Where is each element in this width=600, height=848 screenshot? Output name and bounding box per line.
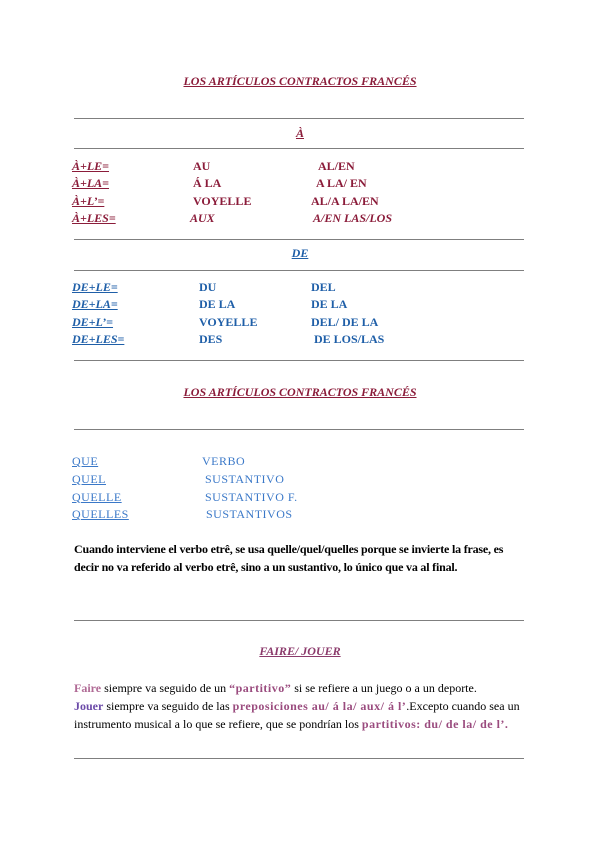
quel-row-word: QUELLES [72,507,129,522]
a-row-combo: À+LES= [72,210,116,225]
jouer-prepositions: preposiciones au/ á la/ aux/ á l’ [232,699,407,713]
divider [74,118,524,119]
divider [74,148,524,149]
a-row [0,194,600,210]
a-row-es: AL/EN [318,159,355,173]
section-title-faire-jouer: FAIRE/ JOUER [259,644,341,658]
quel-row-word: QUE [72,454,99,468]
de-row-fr: VOYELLE [199,314,258,329]
a-row-combo: À+L’= [72,193,105,208]
quel-note: Cuando interviene el verbo etrê, se usa quelle/quel/quelles porque se invierte la frase, es decir no va referido al verbo etrê, sino a un sustantivo, lo único que va al final. [74,542,504,574]
a-row [0,211,600,227]
de-row-fr: DES [199,331,223,346]
subheading-a: À [295,126,304,140]
de-row [0,297,600,313]
de-row [0,280,600,296]
quel-row-use: SUSTANTIVO F. [205,489,298,504]
divider [74,360,524,361]
de-row-combo: DE+L’= [72,314,114,329]
quel-row [0,472,600,488]
de-row-es: DEL [311,280,336,294]
a-row-combo: À+LE= [72,159,110,173]
faire-partitivo: “partitivo” [229,681,292,695]
quel-row-word: QUEL [72,471,106,486]
quel-row-use: SUSTANTIVOS [206,507,293,522]
a-row-fr: VOYELLE [193,193,252,208]
page-title: LOS ARTÍCULOS CONTRACTOS FRANCÉS [183,74,417,88]
a-row-fr: AU [193,159,211,173]
a-row-es: A/EN LAS/LOS [313,210,393,225]
faire-text-a: siempre va seguido de un [101,681,230,695]
divider [74,758,524,759]
de-row-es: DEL/ DE LA [311,314,379,329]
divider [74,429,524,430]
a-row-combo: À+LA= [72,176,110,191]
de-row-combo: DE+LA= [72,297,118,312]
divider [74,620,524,621]
jouer-partitivos: partitivos: du/ de la/ de l’. [361,717,509,731]
jouer-word: Jouer [74,699,104,713]
de-row-combo: DE+LE= [72,280,118,294]
divider [74,270,524,271]
faire-word: Faire [74,681,102,695]
de-row-combo: DE+LES= [72,331,125,346]
section-title-quel: LOS ARTÍCULOS CONTRACTOS FRANCÉS [183,385,417,399]
de-row-fr: DE LA [199,297,236,312]
jouer-paragraph [74,697,526,733]
a-row-fr: AUX [190,210,215,225]
de-row-es: DE LA [311,297,348,312]
divider [74,239,524,240]
a-row-es: AL/A LA/EN [311,193,379,208]
subheading-de: DE [291,246,309,260]
jouer-text-a: siempre va seguido de las [103,699,233,713]
quel-row-use: SUSTANTIVO [205,471,285,486]
de-row [0,332,600,348]
jouer-text-b: .Excepto cuando sea un instrumento musical a lo que se refiere, que se pondrían los [74,699,520,731]
quel-row-use: VERBO [202,454,246,468]
de-row-fr: DU [199,280,217,294]
quel-row [0,507,600,523]
de-row [0,315,600,331]
quel-row [0,454,600,470]
quel-row-word: QUELLE [72,489,122,504]
a-row [0,176,600,192]
faire-paragraph [74,679,526,697]
quel-row [0,490,600,506]
faire-text-b: si se refiere a un juego o a un deporte. [291,681,477,695]
a-row-es: A LA/ EN [316,176,367,191]
de-row-es: DE LOS/LAS [314,331,385,346]
a-row [0,159,600,175]
a-row-fr: Á LA [193,176,222,191]
